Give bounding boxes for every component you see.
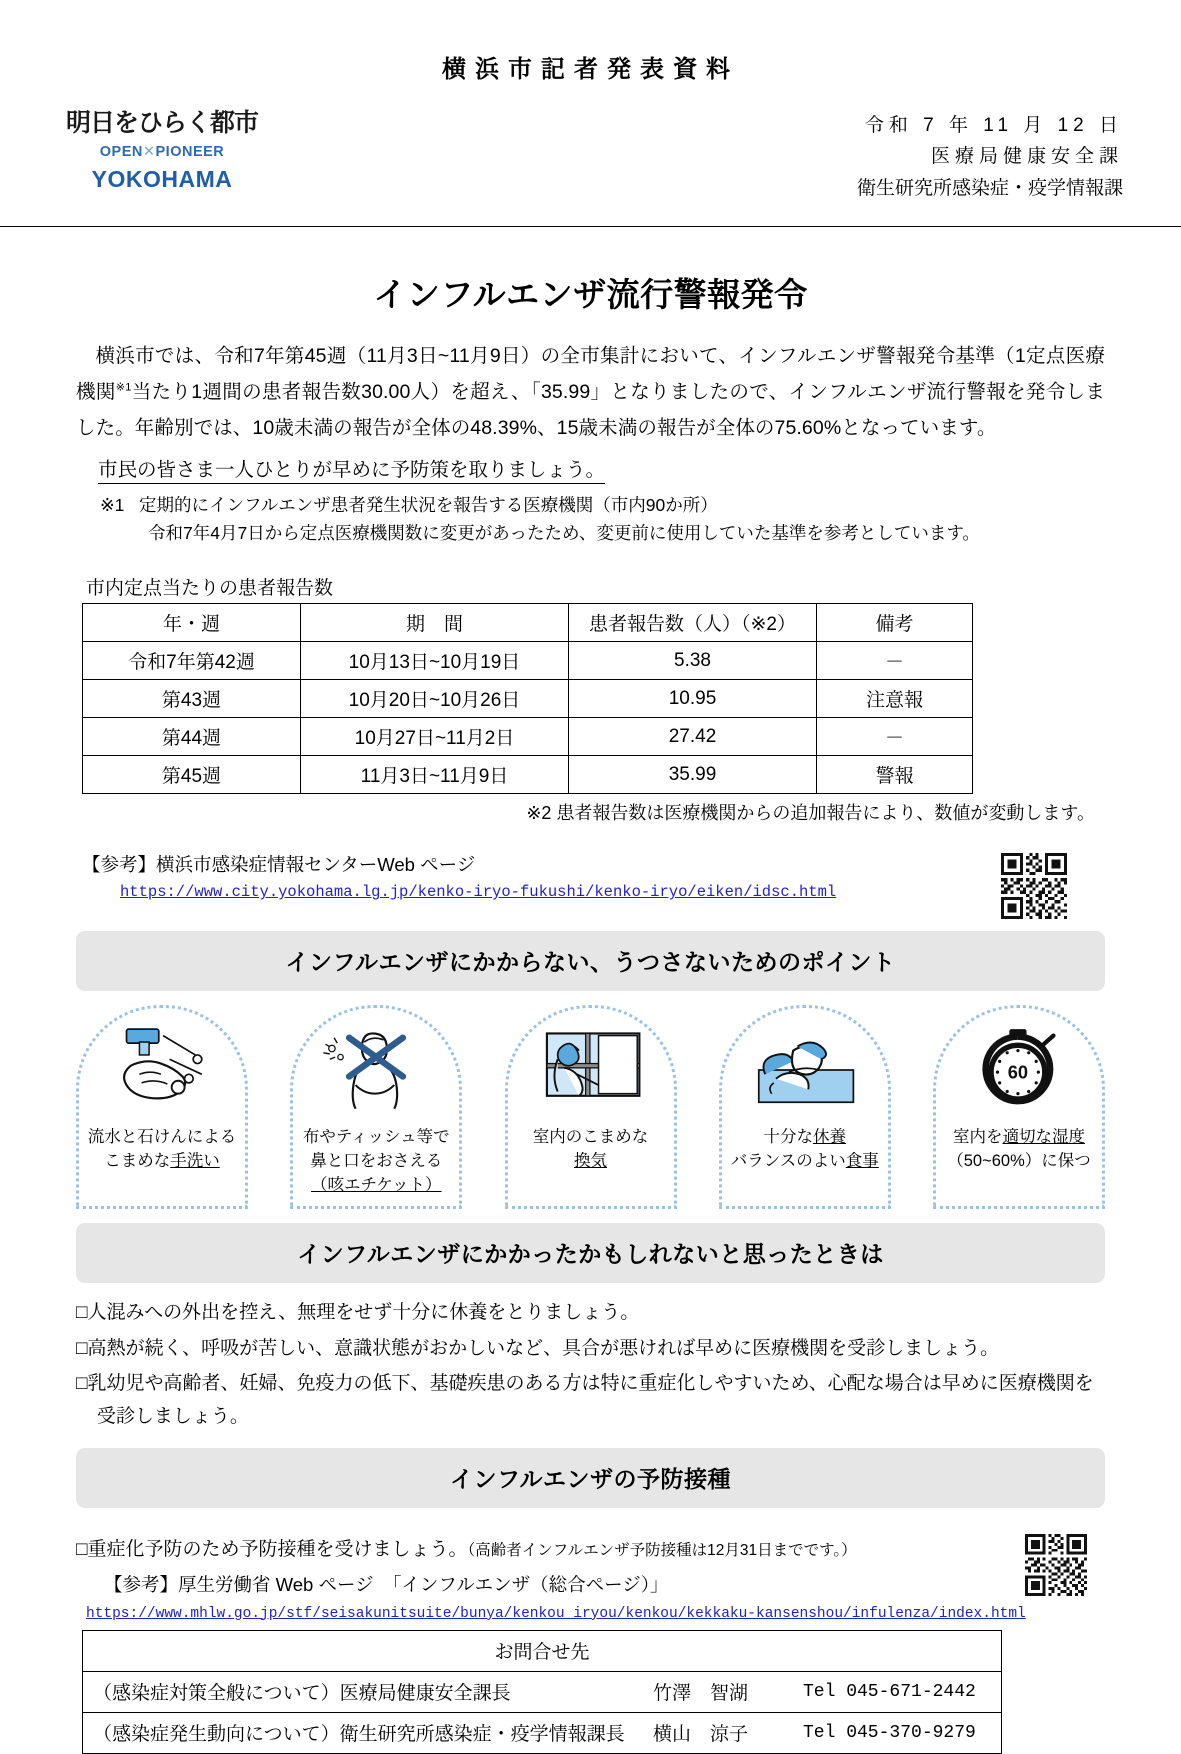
cell-count: 27.42 — [569, 718, 817, 756]
qr-code-icon-1 — [1001, 853, 1067, 919]
issuer-info — [857, 110, 1123, 204]
table-row — [83, 1671, 1002, 1712]
list-item: □ 高熱が続く、呼吸が苦しい、意識状態がおかしいなど、具合が悪ければ早めに医療機関を受診しましょう。 — [76, 1333, 1105, 1366]
contact-person: 横山 涼子 — [653, 1724, 749, 1746]
header-divider — [0, 226, 1181, 227]
cell-note: － — [817, 718, 973, 756]
col-header-count: 患者報告数（人）（※2） — [569, 604, 817, 642]
tip-caption-line1-underlined: 休養 — [812, 1128, 846, 1147]
cell-week: 令和7年第42週 — [83, 642, 301, 680]
document-body — [0, 269, 1181, 1754]
banner-vaccination: インフルエンザの予防接種 — [76, 1448, 1105, 1508]
contact-tel: Tel 045-370-9279 — [803, 1722, 976, 1743]
tip-caption-line2-pre: 鼻と口をおさえる — [310, 1152, 443, 1171]
tip-caption-line2-underlined: 手洗い — [170, 1152, 220, 1171]
tip-cough-etiquette — [290, 1005, 462, 1209]
contact-row-1 — [83, 1671, 1002, 1712]
humidity-timer-icon — [944, 1020, 1094, 1120]
yokohama-logo — [58, 110, 258, 193]
footnote-1-sub: 令和7年4月7日から定点医療機関数に変更があったため、変更前に使用していた基準を参考としています。 — [148, 523, 980, 544]
reference-block-1 — [76, 851, 1105, 917]
cough-etiquette-icon — [301, 1020, 451, 1120]
table-row — [83, 642, 973, 680]
footnote-marker-1: ※1 — [115, 381, 132, 394]
symptom-checklist — [76, 1297, 1105, 1434]
list-item: □ 人混みへの外出を控え、無理をせず十分に休養をとりましょう。 — [76, 1297, 1105, 1330]
table-row — [83, 718, 973, 756]
reference-1-url[interactable]: https://www.city.yokohama.lg.jp/kenko-iryo-fukushi/kenko-iryo/eiken/idsc.html — [120, 883, 837, 902]
contact-tel: Tel 045-671-2442 — [803, 1681, 976, 1702]
list-item: □ 乳幼児や高齢者、妊婦、免疫力の低下、基礎疾患のある方は特に重症化しやすいため、心配な場合は早めに医療機関を受診しましょう。 — [76, 1368, 1105, 1433]
cell-count: 5.38 — [569, 642, 817, 680]
vaccination-check-line — [76, 1534, 1105, 1561]
logo-x-icon: ✕ — [142, 143, 156, 160]
cell-period: 10月20日~10月26日 — [301, 680, 569, 718]
tip-caption-line1: 流水と石けんによる — [87, 1128, 237, 1147]
banner-if-symptoms: インフルエンザにかかったかもしれないと思ったときは — [76, 1223, 1105, 1283]
footnote-1 — [100, 491, 1105, 519]
footnote-2: ※2 患者報告数は医療機関からの追加報告により、数値が変動します。 — [526, 803, 1095, 824]
rest-icon — [730, 1020, 880, 1120]
tip-caption-line2-pre: こまめな — [104, 1152, 171, 1171]
call-to-action-statement: 市民の皆さま一人ひとりが早めに予防策を取りましょう。 — [98, 454, 605, 484]
prevention-tips-row — [76, 1005, 1105, 1209]
footnote-1-label: ※1 — [100, 495, 125, 516]
tip-handwashing — [76, 1005, 248, 1209]
handwashing-icon — [87, 1020, 237, 1120]
logo-tagline-en — [66, 145, 258, 161]
tip-caption-line1: 室内のこまめな — [532, 1128, 649, 1147]
logo-open-text: OPEN — [99, 143, 143, 160]
tip-caption-line2-underlined: 換気 — [574, 1152, 607, 1171]
underline-statement-wrap — [76, 446, 1105, 484]
cell-week: 第43週 — [83, 680, 301, 718]
patient-report-table — [82, 603, 973, 794]
reference-2-url[interactable]: https://www.mhlw.go.jp/stf/seisakunitsuite/bunya/kenkou_iryou/kenkou/kekkaku-kansenshou/infulenza/index.html — [86, 1605, 1026, 1622]
qr-code-icon-2 — [1025, 1534, 1087, 1596]
checkbox-icon: □ — [76, 1538, 88, 1560]
table-row — [83, 756, 973, 794]
tip-caption — [303, 1126, 450, 1198]
reference-1-label: 【参考】横浜市感染症情報センターWeb ページ — [82, 854, 476, 876]
col-header-week: 年・週 — [83, 604, 301, 642]
col-header-note: 備考 — [817, 604, 973, 642]
tip-caption — [88, 1126, 237, 1174]
logo-tagline-jp: 明日をひらく都市 — [66, 109, 259, 137]
cell-count: 10.95 — [569, 680, 817, 718]
lead-text-part2: 当たり1週間の患者報告数30.00人）を超え、「35.99」となりましたので、インフルエンザ流行警報を発令しました。年齢別では、10歳未満の報告が全体の48.39%、15歳未満の報告が全体の75.60%となっています。 — [76, 381, 1105, 440]
tip-caption-line1: 布やティッシュ等で — [302, 1128, 450, 1147]
lead-text-part1: 横浜市では、令和7年第45週（11月3日~11月9日）の全市集計において、インフルエンザ警報発令基準（1定点医療機関 — [76, 345, 1105, 404]
col-header-period: 期 間 — [301, 604, 569, 642]
contact-table — [82, 1630, 1002, 1754]
tip-caption — [533, 1126, 649, 1174]
logo-pioneer-text: PIONEER — [155, 143, 225, 160]
table-header-row — [83, 604, 973, 642]
cell-week: 第45週 — [83, 756, 301, 794]
cell-note: － — [817, 642, 973, 680]
banner-prevention-points: インフルエンザにかからない、うつさないためのポイント — [76, 931, 1105, 991]
lead-paragraph — [76, 338, 1105, 446]
table-caption: 市内定点当たりの患者報告数 — [86, 578, 334, 600]
tip-caption-line2-pre: （50~60%）に保つ — [947, 1152, 1091, 1171]
vaccination-check-text: 重症化予防のため予防接種を受けましょう。 — [87, 1538, 468, 1560]
contact-role: （感染症対策全般について）医療局健康安全課長 — [93, 1683, 511, 1705]
tip-caption-line3: （咳エチケット） — [310, 1176, 442, 1195]
tip-ventilation — [505, 1005, 677, 1209]
tip-caption — [731, 1126, 879, 1174]
cell-period: 10月13日~10月19日 — [301, 642, 569, 680]
tip-caption-line2-pre: バランスのよい — [730, 1152, 846, 1171]
tip-rest — [719, 1005, 891, 1209]
tip-caption-line1-pre: 室内を — [952, 1128, 1003, 1147]
tip-caption-line1-pre: 十分な — [763, 1128, 813, 1147]
tip-caption — [947, 1126, 1091, 1174]
cell-week: 第44週 — [83, 718, 301, 756]
cell-period: 10月27日~11月2日 — [301, 718, 569, 756]
issuer-department-primary: 医療局健康安全課 — [930, 146, 1123, 168]
cell-count: 35.99 — [569, 756, 817, 794]
cell-note: 警報 — [817, 756, 973, 794]
cell-note: 注意報 — [817, 680, 973, 718]
tip-caption-line2-underlined: 食事 — [845, 1152, 879, 1171]
contact-person: 竹澤 智湖 — [653, 1683, 749, 1705]
ventilation-icon — [516, 1020, 666, 1120]
footnote-1-text: 定期的にインフルエンザ患者発生状況を報告する医療機関（市内90か所） — [139, 495, 718, 516]
header-row — [0, 82, 1181, 204]
cell-period: 11月3日~11月9日 — [301, 756, 569, 794]
tip-humidity — [933, 1005, 1105, 1209]
vaccination-check-note: （高齢者インフルエンザ予防接種は12月31日までです。） — [467, 1541, 857, 1559]
logo-city-name: YOKOHAMA — [91, 166, 233, 193]
page-title: インフルエンザ流行警報発令 — [373, 276, 808, 314]
vaccination-block — [76, 1534, 1105, 1622]
release-date: 令和 7 年 11 月 12 日 — [864, 115, 1123, 136]
table-row — [83, 1712, 1002, 1753]
reference-2-label: 【参考】厚生労働省 Web ページ 「インフルエンザ（総合ページ）」 — [104, 1573, 669, 1595]
contact-role: （感染症発生動向について）衛生研究所感染症・疫学情報課長 — [93, 1724, 625, 1746]
table-row — [83, 680, 973, 718]
contact-row-2 — [83, 1712, 1002, 1753]
document-type-title: 横浜市記者発表資料 — [442, 56, 739, 83]
contact-header-row — [83, 1630, 1002, 1671]
tip-caption-line1-underlined: 適切な湿度 — [1002, 1128, 1085, 1147]
issuer-department-secondary: 衛生研究所感染症・疫学情報課 — [856, 177, 1123, 199]
svg-text:60: 60 — [1007, 1061, 1029, 1083]
contact-title: お問合せ先 — [83, 1630, 1002, 1671]
